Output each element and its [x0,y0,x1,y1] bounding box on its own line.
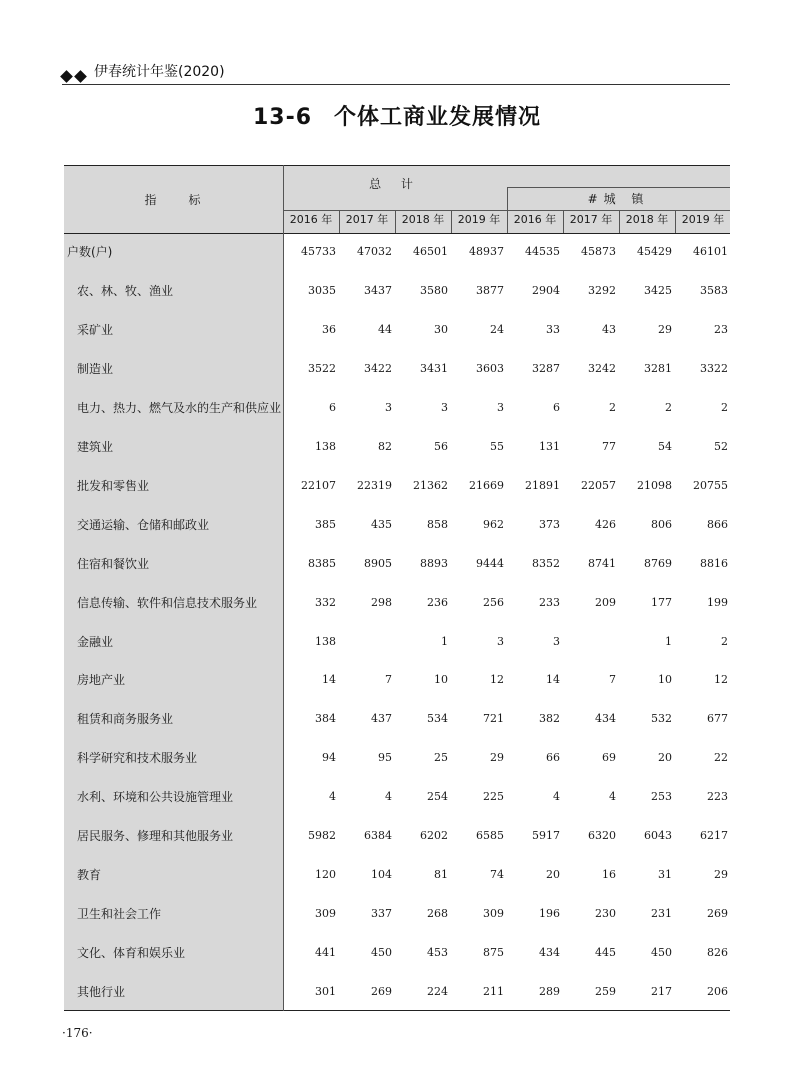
table-cell: 233 [539,595,560,609]
table-cell: 8816 [700,556,728,570]
table-cell: 385 [315,517,336,531]
table-row [64,632,730,652]
statistics-table [64,165,730,1011]
book-title: 伊春统计年鉴(2020) [94,64,225,80]
table-cell: 8741 [588,556,616,570]
table-cell: 3437 [364,283,392,297]
table-row [64,787,730,807]
table-cell: 677 [707,712,728,726]
table-row [64,320,730,340]
table-cell: 962 [483,517,504,531]
page-number: ·176· [62,1026,93,1040]
table-cell: 441 [315,946,336,960]
table-cell: 301 [315,985,336,999]
row-label: 金融业 [77,634,114,649]
table-cell: 3431 [420,361,448,375]
table-cell: 3 [385,400,392,414]
table-cell: 3 [553,634,560,648]
table-cell: 196 [539,907,560,921]
table-cell: 21891 [525,478,560,492]
table-cell: 3 [497,400,504,414]
table-cell: 74 [490,868,504,882]
running-head [62,62,730,85]
table-title [0,100,794,131]
table-cell: 104 [371,868,392,882]
table-cell: 806 [651,517,672,531]
table-cell: 10 [658,673,672,687]
table-cell: 2904 [532,283,560,297]
table-cell: 21362 [413,478,448,492]
table-cell: 309 [315,907,336,921]
table-cell: 43 [602,322,616,336]
table-cell: 94 [322,751,336,765]
table-cell: 434 [595,712,616,726]
table-cell: 69 [602,751,616,765]
table-cell: 875 [483,946,504,960]
table-cell: 3580 [420,283,448,297]
table-row [64,826,730,846]
table-cell: 3242 [588,361,616,375]
row-label: 卫生和社会工作 [77,907,162,922]
year-header: 2017 年 [345,213,389,226]
table-row [64,242,730,262]
table-number: 13-6 [252,105,313,130]
table-cell: 6217 [700,829,728,843]
table-cell: 20755 [693,478,728,492]
table-cell: 2 [721,634,728,648]
table-cell: 453 [427,946,448,960]
table-row [64,748,730,768]
table-cell: 3422 [364,361,392,375]
table-cell: 138 [315,439,336,453]
table-cell: 8905 [364,556,392,570]
row-label: 居民服务、修理和其他服务业 [77,829,234,844]
table-row [64,593,730,613]
row-label: 采矿业 [77,322,114,337]
table-cell: 224 [427,985,448,999]
table-row [64,709,730,729]
table-cell: 66 [546,751,560,765]
stub-header [64,165,283,233]
table-cell: 3035 [308,283,336,297]
urban-group-header: #城 镇 [587,192,650,206]
table-cell: 434 [539,946,560,960]
year-header: 2016 年 [513,213,557,226]
table-cell: 138 [315,634,336,648]
table-cell: 534 [427,712,448,726]
row-label: 租赁和商务服务业 [77,712,174,727]
table-cell: 3287 [532,361,560,375]
year-header: 2019 年 [457,213,501,226]
table-row [64,437,730,457]
table-cell: 231 [651,907,672,921]
table-cell: 6043 [644,829,672,843]
table-cell: 55 [490,439,504,453]
table-cell: 337 [371,907,392,921]
table-cell: 236 [427,595,448,609]
table-cell: 309 [483,907,504,921]
table-cell: 33 [546,322,560,336]
row-label: 教育 [77,868,102,883]
table-cell: 44535 [525,245,560,258]
table-cell: 7 [609,673,616,687]
table-cell: 6384 [364,829,392,843]
table-cell: 209 [595,595,616,609]
table-cell: 45873 [581,245,616,258]
table-cell: 29 [714,868,728,882]
table-cell: 384 [315,712,336,726]
table-cell: 450 [371,946,392,960]
table-cell: 289 [539,985,560,999]
bottom-rule [64,1010,730,1011]
table-cell: 9444 [476,556,504,570]
table-cell: 8385 [308,556,336,570]
row-label: 科学研究和技术服务业 [77,751,198,766]
table-cell: 82 [378,439,392,453]
table-cell: 3 [497,634,504,648]
table-cell: 5982 [308,829,336,843]
table-cell: 826 [707,946,728,960]
table-cell: 131 [539,439,560,453]
table-cell: 4 [329,790,336,804]
table-cell: 1 [665,634,672,648]
table-cell: 21669 [469,478,504,492]
table-cell: 3522 [308,361,336,375]
table-cell: 47032 [357,245,392,258]
table-cell: 254 [427,790,448,804]
row-label: 房地产业 [77,673,126,688]
table-row [64,515,730,535]
table-title-text: 个体工商业发展情况 [334,105,542,130]
table-cell: 10 [434,673,448,687]
table-cell: 3877 [476,283,504,297]
table-cell: 25 [434,751,448,765]
table-cell: 24 [490,322,504,336]
urban-group-rule [507,187,730,188]
table-cell: 532 [651,712,672,726]
table-cell: 20 [546,868,560,882]
table-cell: 2 [721,400,728,414]
table-cell: 721 [483,712,504,726]
table-cell: 14 [322,673,336,687]
table-cell: 435 [371,517,392,531]
table-cell: 95 [378,751,392,765]
table-cell: 2 [609,400,616,414]
table-cell: 225 [483,790,504,804]
table-cell: 382 [539,712,560,726]
table-cell: 3292 [588,283,616,297]
table-cell: 20 [658,751,672,765]
table-cell: 14 [546,673,560,687]
table-cell: 54 [658,439,672,453]
table-cell: 8893 [420,556,448,570]
table-cell: 16 [602,868,616,882]
table-cell: 77 [602,439,616,453]
header-bottom-rule [64,233,730,234]
table-cell: 8769 [644,556,672,570]
table-cell: 46101 [693,245,728,258]
table-cell: 45733 [301,245,336,258]
row-label: 批发和零售业 [77,478,150,493]
table-cell: 373 [539,517,560,531]
table-cell: 6202 [420,829,448,843]
table-cell: 2 [665,400,672,414]
table-cell: 8352 [532,556,560,570]
table-cell: 298 [371,595,392,609]
table-cell: 12 [490,673,504,687]
table-cell: 230 [595,907,616,921]
table-cell: 426 [595,517,616,531]
row-label: 农、林、牧、渔业 [77,283,174,298]
row-label: 制造业 [77,361,114,376]
table-cell: 52 [714,439,728,453]
table-cell: 31 [658,868,672,882]
table-row [64,982,730,1002]
table-cell: 7 [385,673,392,687]
table-row [64,670,730,690]
table-cell: 29 [490,751,504,765]
table-cell: 3603 [476,361,504,375]
table-cell: 268 [427,907,448,921]
table-cell: 211 [483,985,504,999]
table-cell: 445 [595,946,616,960]
table-cell: 3425 [644,283,672,297]
year-header: 2018 年 [625,213,669,226]
table-cell: 6320 [588,829,616,843]
table-cell: 48937 [469,245,504,258]
table-cell: 269 [707,907,728,921]
table-cell: 269 [371,985,392,999]
row-label: 电力、热力、燃气及水的生产和供应业 [77,400,282,415]
row-label: 住宿和餐饮业 [77,556,150,571]
table-row [64,554,730,574]
table-cell: 23 [714,322,728,336]
total-group-header: 总 计 [369,177,421,191]
table-cell: 253 [651,790,672,804]
year-header: 2016 年 [289,213,333,226]
table-cell: 256 [483,595,504,609]
table-cell: 46501 [413,245,448,258]
row-label: 交通运输、仓储和邮政业 [77,517,210,532]
table-cell: 30 [434,322,448,336]
stub-header-char: 指 [144,192,159,207]
row-label: 文化、体育和娱乐业 [77,946,186,961]
table-row [64,281,730,301]
table-cell: 858 [427,517,448,531]
row-label: 信息传输、软件和信息技术服务业 [77,595,258,610]
table-row [64,865,730,885]
table-cell: 29 [658,322,672,336]
table-cell: 120 [315,868,336,882]
row-label: 水利、环境和公共设施管理业 [77,790,234,805]
table-cell: 56 [434,439,448,453]
table-cell: 199 [707,595,728,609]
table-cell: 206 [707,985,728,999]
table-cell: 3 [441,400,448,414]
table-cell: 437 [371,712,392,726]
table-cell: 4 [553,790,560,804]
table-cell: 45429 [637,245,672,258]
table-row [64,943,730,963]
table-row [64,476,730,496]
table-cell: 5917 [532,829,560,843]
table-cell: 6 [329,400,336,414]
table-cell: 3583 [700,283,728,297]
table-cell: 4 [609,790,616,804]
table-cell: 4 [385,790,392,804]
year-header: 2017 年 [569,213,613,226]
table-cell: 177 [651,595,672,609]
table-cell: 36 [322,322,336,336]
table-cell: 44 [378,322,392,336]
table-cell: 12 [714,673,728,687]
row-label: 建筑业 [77,439,114,454]
table-row [64,398,730,418]
table-cell: 22107 [301,478,336,492]
table-cell: 81 [434,868,448,882]
table-cell: 866 [707,517,728,531]
table-cell: 217 [651,985,672,999]
table-cell: 223 [707,790,728,804]
table-cell: 22319 [357,478,392,492]
year-header: 2018 年 [401,213,445,226]
table-cell: 1 [441,634,448,648]
table-cell: 22057 [581,478,616,492]
table-cell: 3322 [700,361,728,375]
table-cell: 22 [714,751,728,765]
table-row [64,904,730,924]
table-cell: 3281 [644,361,672,375]
table-cell: 6585 [476,829,504,843]
stub-header-char: 标 [188,192,203,207]
table-cell: 450 [651,946,672,960]
row-label: 户数(户) [67,245,113,259]
table-cell: 332 [315,595,336,609]
year-header: 2019 年 [681,213,725,226]
table-row [64,359,730,379]
table-cell: 21098 [637,478,672,492]
diamond-icon [62,66,90,80]
table-cell: 6 [553,400,560,414]
row-label: 其他行业 [77,985,126,1000]
table-cell: 259 [595,985,616,999]
